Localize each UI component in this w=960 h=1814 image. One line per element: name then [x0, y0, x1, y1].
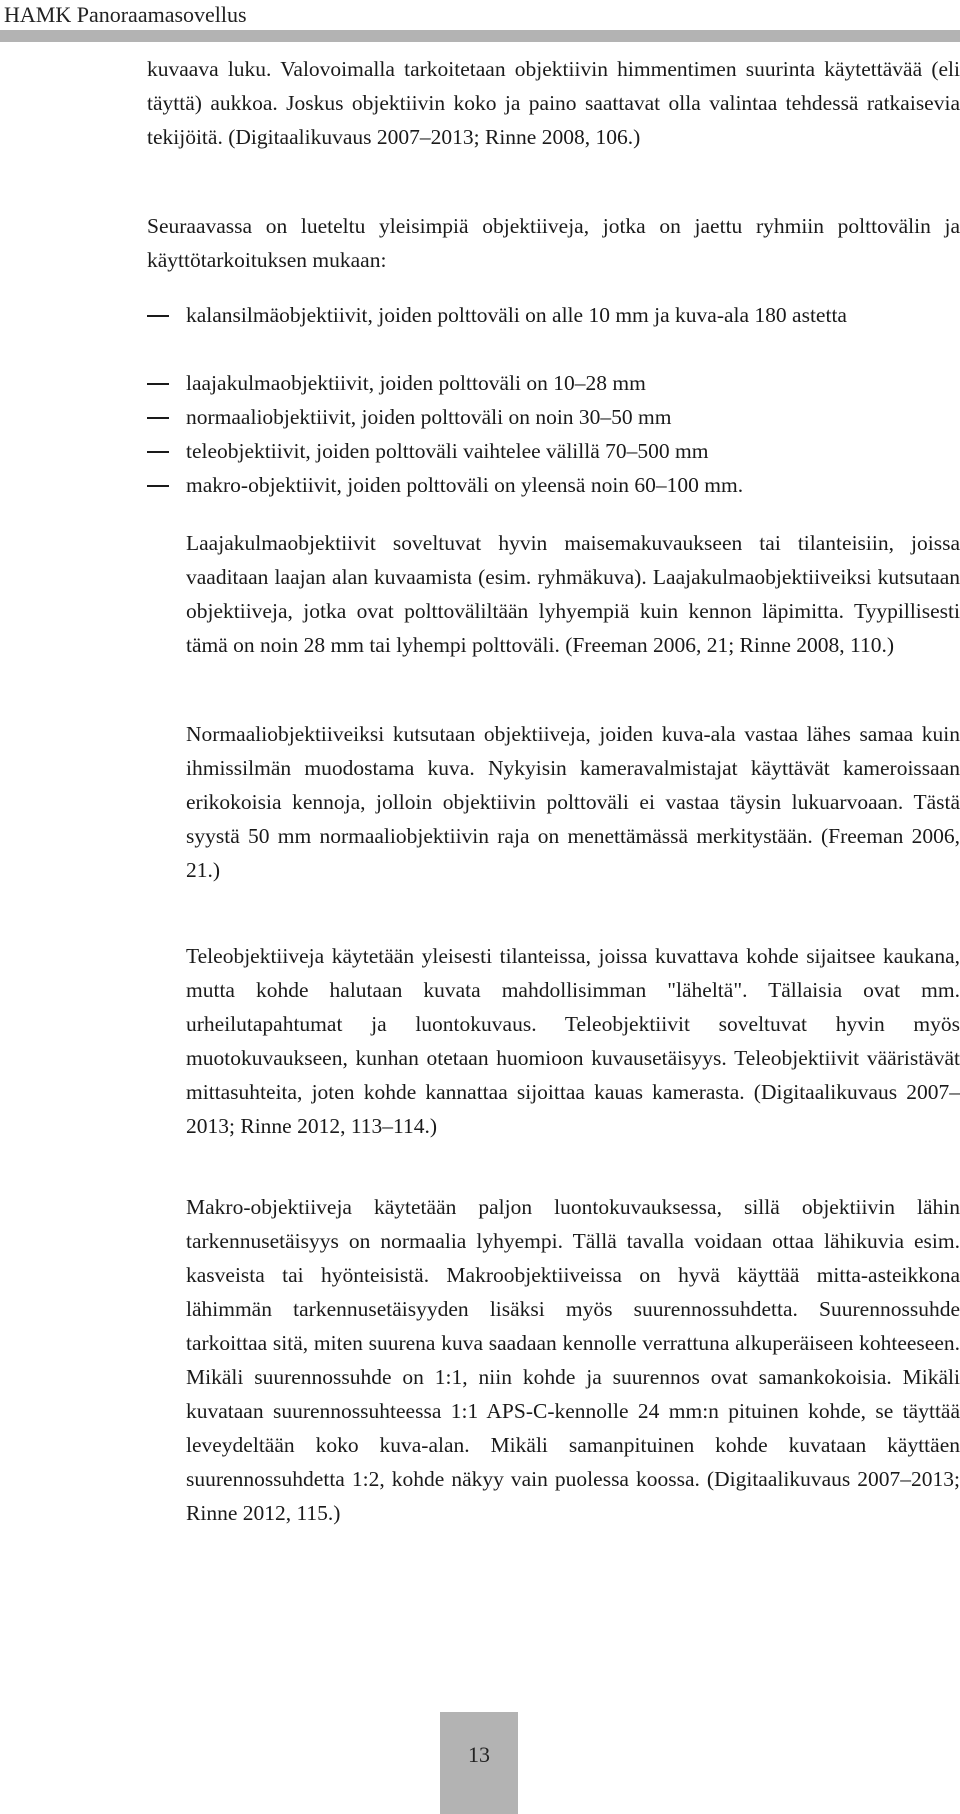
list-item-text: kalansilmäobjektiivit, joiden polttoväli on alle 10 mm ja kuva-ala 180 astetta — [186, 303, 847, 327]
header-rule — [0, 30, 960, 42]
list-item — [147, 366, 960, 400]
telephoto-paragraph: Teleobjektiiveja käytetään yleisesti tilanteissa, joissa kuvattava kohde sijaitsee kaukana, mutta kohde halutaan kuvata mahdollisimman "läheltä". Tällaisia ovat mm. urheilutapahtumat ja luontokuvaus. Teleobjektiivit soveltuvat hyvin myös muotokuvaukseen, kunhan otetaan huomioon kuvausetäisyys. Teleobjektiivit vääristävät mittasuhteita, joten kohde kannattaa sijoittaa kauas kamerasta. (Digitaalikuvaus 2007–2013; Rinne 2012, 113–114.) — [186, 944, 960, 1138]
page-number-box — [440, 1712, 518, 1814]
list-item — [147, 298, 960, 332]
normal-lens-paragraph: Normaaliobjektiiveiksi kutsutaan objektiiveja, joiden kuva-ala vastaa lähes samaa kuin ihmissilmän muodostama kuva. Nykyisin kameravalmistajat käyttävät kameroissaan erikokoisia kennoja, jolloin objektiivin polttoväli ei vastaa täysin lukuarvoaan. Tästä syystä 50 mm normaaliobjektiivin raja on menettämässä merkitystään. (Freeman 2006, 21.) — [186, 722, 960, 882]
intro-paragraph: kuvaava luku. Valovoimalla tarkoitetaan objektiivin himmentimen suurinta käytettävää (eli täyttä) aukkoa. Joskus objektiivin koko ja paino saattavat olla valintaa tehdessä ratkaisevia tekijöitä. (Digitaalikuvaus 2007–2013; Rinne 2008, 106.) — [147, 57, 960, 149]
list-item — [147, 400, 960, 434]
list-item-text: normaaliobjektiivit, joiden polttoväli on noin 30–50 mm — [186, 405, 672, 429]
list-item-text: makro-objektiivit, joiden polttoväli on yleensä noin 60–100 mm. — [186, 473, 744, 497]
header-title: HAMK Panoraamasovellus — [4, 2, 247, 27]
macro-paragraph: Makro-objektiiveja käytetään paljon luontokuvauksessa, sillä objektiivin lähin tarkennusetäisyys on normaalia lyhyempi. Tällä tavalla voidaan ottaa lähikuvia esim. kasveista tai hyönteisistä. Makroobjektiiveissa on hyvä käyttää mitta-asteikkona lähimmän tarkennusetäisyyden lisäksi myös suurennossuhdetta. Suurennossuhde tarkoittaa sitä, miten suurena kuva saadaan kennolle verrattuna alkuperäiseen kohteeseen. Mikäli suurennossuhde on 1:1, niin kohde ja suurennos ovat samankokoisia. Mikäli kuvataan suurennossuhteessa 1:1 APS-C-kennolle 24 mm:n pituinen kohde, se täyttää leveydeltään koko kuva-alan. Mikäli samanpituinen kohde kuvataan käyttäen suurennossuhdetta 1:2, kohde näkyy vain puolessa koossa. (Digitaalikuvaus 2007–2013; Rinne 2012, 115.) — [186, 1195, 960, 1525]
list-item-text: laajakulmaobjektiivit, joiden polttoväli on 10–28 mm — [186, 371, 646, 395]
list-item — [147, 434, 960, 468]
list-intro-paragraph: Seuraavassa on lueteltu yleisimpiä objektiiveja, jotka on jaettu ryhmiin polttovälin ja käyttötarkoituksen mukaan: — [147, 214, 960, 272]
page-number: 13 — [468, 1742, 490, 1767]
list-item-text: teleobjektiivit, joiden polttoväli vaihtelee välillä 70–500 mm — [186, 439, 709, 463]
list-item — [147, 468, 960, 502]
wide-angle-paragraph: Laajakulmaobjektiivit soveltuvat hyvin maisemakuvaukseen tai tilanteisiin, joissa vaaditaan laajan alan kuvaamista (esim. ryhmäkuva). Laajakulmaobjektiiveiksi kutsutaan objektiiveja, jotka ovat polttoväliltään lyhyempiä kuin kennon läpimitta. Tyypillisesti tämä on noin 28 mm tai lyhempi polttoväli. (Freeman 2006, 21; Rinne 2008, 110.) — [186, 531, 960, 657]
